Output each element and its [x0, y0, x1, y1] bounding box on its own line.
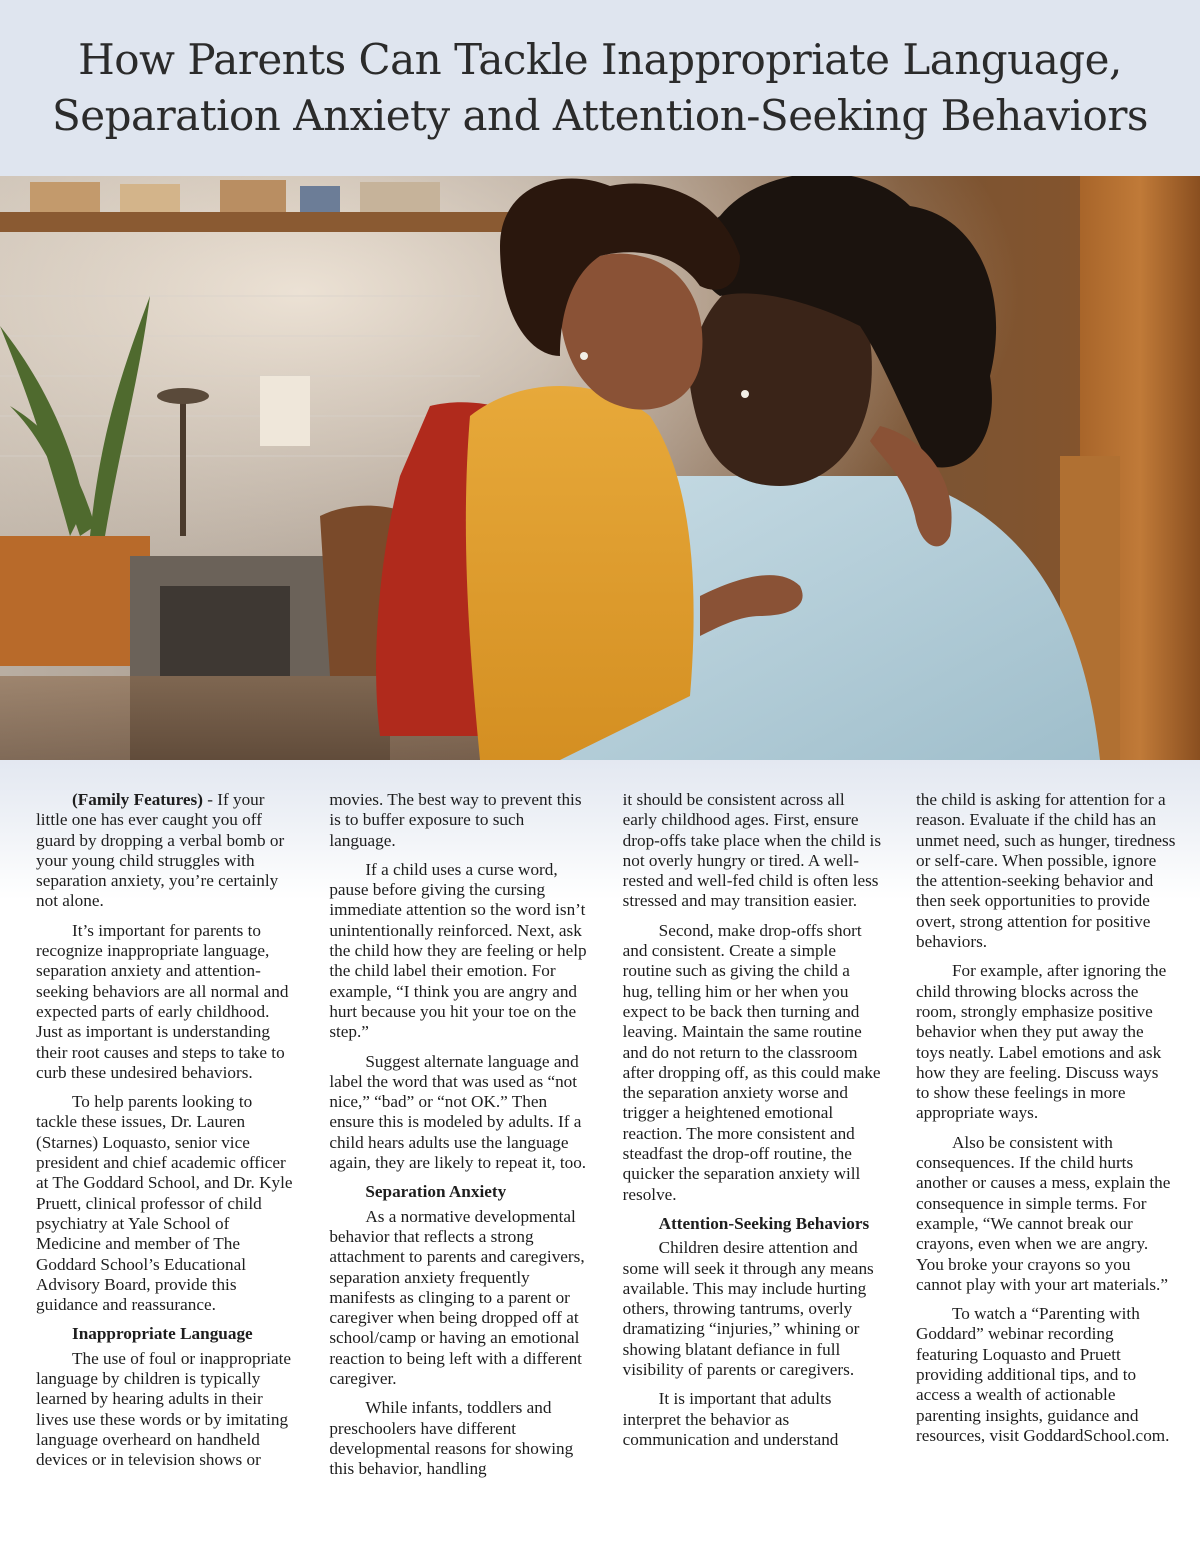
- mother-hugging-child-photo-icon: [0, 176, 1200, 760]
- article-column-2: [329, 790, 589, 1489]
- title-line-2: Separation Anxiety and Attention-Seeking Behaviors: [52, 91, 1148, 140]
- intro-paragraph: [36, 790, 296, 912]
- page-title: [52, 32, 1148, 144]
- title-line-1: How Parents Can Tackle Inappropriate Language,: [78, 35, 1122, 84]
- paragraph: Also be consistent with consequences. If the child hurts another or causes a mess, explain the consequence in simple terms. For example, “We cannot break our crayons, even when we are angry. You broke your crayons so you cannot play with your art materials.”: [915, 1132, 1171, 1294]
- paragraph: Children desire attention and some will seek it through any means available. This may include hurting others, throwing tantrums, overly dramatizing “injuries,” whining or showing blatant defiance in full visibility of parents or caregivers.: [622, 1238, 874, 1380]
- article-column-3: [623, 790, 883, 1489]
- paragraph: If a child uses a curse word, pause before giving the cursing immediate attention so the word isn’t unintentionally reinforced. Next, ask the child how they are feeling or help the child label their emotion. For example, “I think you are angry and hurt because you hit your toe on the step.”: [329, 859, 587, 1042]
- section-heading-inappropriate-language: Inappropriate Language: [72, 1324, 253, 1344]
- paragraph: To help parents looking to tackle these issues, Dr. Lauren (Starnes) Loquasto, senior vice president and chief academic officer at The Goddard School, and Dr. Kyle Pruett, clinical professor of child psychiatry at Yale School of Medicine and member of The Goddard School’s Educational Advisory Board, provide this guidance and reassurance.: [36, 1092, 293, 1315]
- paragraph: Suggest alternate language and label the word that was used as “not nice,” “bad” or “not OK.” Then ensure this is modeled by adults. If a child hears adults use the language again, they are likely to repeat it, too.: [329, 1051, 587, 1173]
- hero-photo: [0, 176, 1200, 760]
- paragraph: While infants, toddlers and preschoolers have different developmental reasons for showing this behavior, handling: [329, 1398, 574, 1479]
- article-column-4: [916, 790, 1176, 1489]
- closing-paragraph: To watch a “Parenting with Goddard” webinar recording featuring Loquasto and Pruett providing additional tips, and to access a wealth of actionable parenting insights, guidance and resources, visit GoddardSchool.com.: [915, 1304, 1170, 1445]
- title-banner: [0, 0, 1200, 176]
- paragraph: the child is asking for attention for a reason. Evaluate if the child has an unmet need, such as hunger, tiredness or self-care. When possible, ignore the attention-seeking behavior and then seek opportunities to provide overt, strong attention for positive behaviors.: [915, 790, 1176, 952]
- paragraph: For example, after ignoring the child throwing blocks across the room, strongly emphasize positive behavior when they put away the toys neatly. Label emotions and ask how they are feeling. Discuss ways to show these feelings in more appropriate ways.: [915, 961, 1167, 1123]
- byline-source: (Family Features): [72, 790, 203, 809]
- article-body: [36, 790, 1176, 1489]
- section-heading-separation-anxiety: Separation Anxiety: [365, 1182, 507, 1202]
- paragraph: it should be consistent across all early childhood ages. First, ensure drop-offs take place when the child is not overly hungry or tired. A well-rested and well-fed child is often less stressed and may transition easier.: [622, 790, 882, 911]
- paragraph: The use of foul or inappropriate language by children is typically learned by hearing adults in their lives use these words or by imitating language overheard on handheld devices or in television shows or: [36, 1348, 292, 1470]
- paragraph: It’s important for parents to recognize inappropriate language, separation anxiety and attention-seeking behaviors are all normal and expected parts of early childhood. Just as important is understanding their root causes and steps to take to curb these undesired behaviors.: [36, 920, 289, 1082]
- intro-text: - If your little one has ever caught you off guard by dropping a verbal bomb or your young child struggles with separation anxiety, you’re certainly not alone.: [36, 790, 285, 911]
- paragraph: It is important that adults interpret the behavior as communication and understand: [622, 1389, 839, 1449]
- paragraph: As a normative developmental behavior that reflects a strong attachment to parents and caregivers, separation anxiety frequently manifests as clinging to a parent or caregiver when being dropped off at school/camp or having an emotional reaction to being left with a different caregiver.: [329, 1206, 585, 1389]
- section-heading-attention-seeking: Attention-Seeking Behaviors: [658, 1213, 870, 1233]
- article-column-1: [36, 790, 296, 1489]
- paragraph: Second, make drop-offs short and consistent. Create a simple routine such as giving the child a hug, telling him or her when you expect to be back then turning and leaving. Maintain the same routine and do not return to the classroom after dropping off, as this could make the separation anxiety worse and trigger a heightened emotional reaction. The more consistent and steadfast the drop-off routine, the quicker the separation anxiety will resolve.: [622, 920, 881, 1204]
- paragraph: movies. The best way to prevent this is to buffer exposure to such language.: [329, 790, 582, 850]
